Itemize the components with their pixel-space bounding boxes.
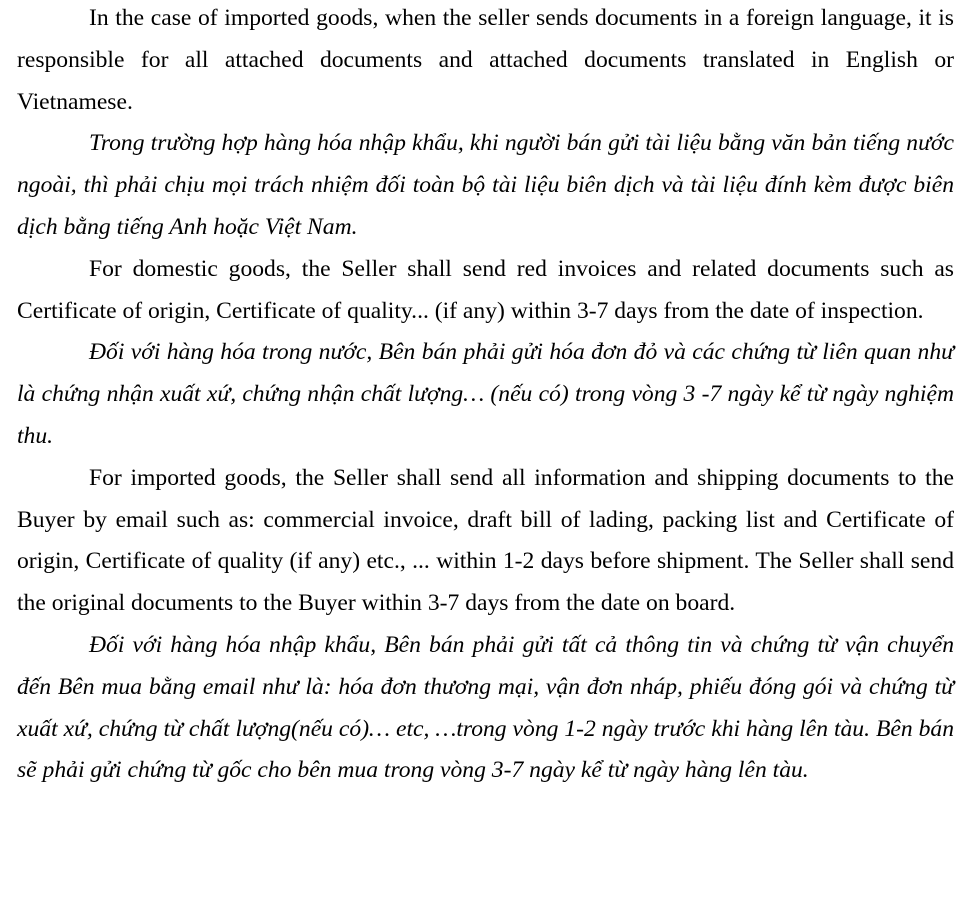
paragraph-imported-goods-foreign-language-vi: Trong trường hợp hàng hóa nhập khẩu, khi người bán gửi tài liệu bằng văn bản tiếng nước ngoài, thì phải chịu mọi trách nhiệm đối toàn bộ tài liệu biên dịch và tài liệu đính kèm được biên dịch bằng tiếng Anh hoặc Việt Nam. <box>17 130 954 240</box>
paragraph-imported-goods-shipping-documents-vi: Đối với hàng hóa nhập khẩu, Bên bán phải gửi tất cả thông tin và chứng từ vận chuyển đến Bên mua bằng email như là: hóa đơn thương mại, vận đơn nháp, phiếu đóng gói và chứng từ xuất xứ, chứng từ chất lượng(nếu có)… etc, …trong vòng 1-2 ngày trước khi hàng lên tàu. Bên bán sẽ phải gửi chứng từ gốc cho bên mua trong vòng 3-7 ngày kể từ ngày hàng lên tàu. <box>17 631 954 784</box>
paragraph-imported-goods-foreign-language-en: In the case of imported goods, when the seller sends documents in a foreign language, it is responsible for all attached documents and attached documents translated in English or Vietnamese. <box>17 5 954 115</box>
paragraph-domestic-goods-en: For domestic goods, the Seller shall send red invoices and related documents such as Certificate of origin, Certificate of quality... (if any) within 3-7 days from the date of inspection. <box>17 255 954 324</box>
paragraph-imported-goods-shipping-documents-en: For imported goods, the Seller shall send all information and shipping documents to the Buyer by email such as: commercial invoice, draft bill of lading, packing list and Certificate of origin, Certificate of quality (if any) etc., ... within 1-2 days before shipment. The Seller shall send the original documents to the Buyer within 3-7 days from the date on board. <box>17 464 954 617</box>
paragraph-domestic-goods-vi: Đối với hàng hóa trong nước, Bên bán phải gửi hóa đơn đỏ và các chứng từ liên quan như là chứng nhận xuất xứ, chứng nhận chất lượng… (nếu có) trong vòng 3 -7 ngày kể từ ngày nghiệm thu. <box>17 339 954 449</box>
